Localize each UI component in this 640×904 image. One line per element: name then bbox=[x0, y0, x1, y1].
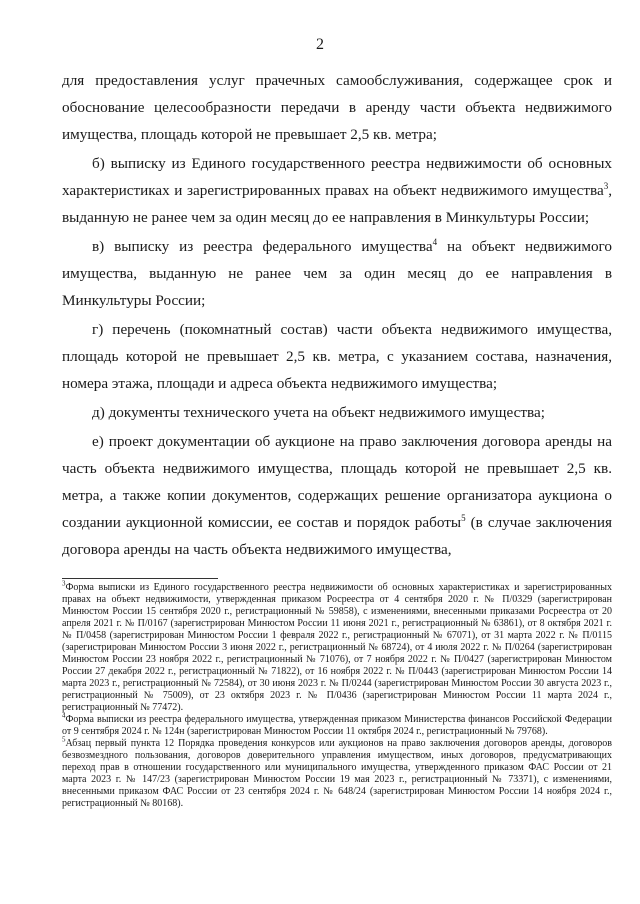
paragraph-item-g bbox=[62, 316, 612, 397]
footnote-text: Форма выписки из Единого государственного реестра недвижимости об основных характеристиках и зарегистрированных правах на объект недвижимости, утвержденная приказом Росреестра от 4 сентября 2020 г. № П/0329 (зарегистрирован Минюстом России 15 сентября 2020 г., регистрационный № 59858), с изменениями, внесенными приказами Росреестра от 20 апреля 2021 г. № П/0167 (зарегистрирован Минюстом России 11 июня 2021 г., регистрационный № 63861), от 8 октября 2021 г. № П/0458 (зарегистрирован Минюстом России 1 февраля 2022 г., регистрационный № 67071), от 31 марта 2022 г. № П/0115 (зарегистрирован Минюстом России 3 июня 2022 г., регистрационный № 68724), от 4 июля 2022 г. № П/0264 (зарегистрирован Минюстом России 23 ноября 2022 г., регистрационный № 71076), от 7 ноября 2022 г. № П/0427 (зарегистрирован Минюстом России 27 декабря 2022 г., регистрационный № 71822), от 16 ноября 2022 г. № П/0443 (зарегистрирован Минюстом России 14 марта 2023 г., регистрационный № 72584), от 30 июня 2023 г. № П/0244 (зарегистрирован Минюстом России 30 августа 2023 г., регистрационный № 75009), от 23 октября 2023 г. № П/0436 (зарегистрирован Минюстом России 11 марта 2024 г., регистрационный № 77472). bbox=[62, 582, 612, 713]
footnote-text: Форма выписки из реестра федерального имущества, утвержденная приказом Министерства финансов Российской Федерации от 9 сентября 2024 г. № 124н (зарегистрирован Минюстом России 11 октября 2024 г., регистрационный № 79768). bbox=[62, 714, 612, 737]
paragraph-item-v bbox=[62, 233, 612, 314]
paragraph-text: в) выписку из реестра федерального имущества bbox=[92, 238, 433, 255]
paragraph-item-e bbox=[62, 428, 612, 563]
paragraph-text: для предоставления услуг прачечных самообслуживания, содержащее срок и обоснование целесообразности передачи в аренду части объекта недвижимого имущества, площадь которой не превышает 2,5 кв. метра; bbox=[62, 72, 612, 143]
footnote-text: Абзац первый пункта 12 Порядка проведения конкурсов или аукционов на право заключения договоров аренды, договоров безвозмездного пользования, договоров доверительного управления имуществом, иных договоров, предусматривающих переход прав в отношении государственного или муниципального имущества, утвержденного приказом ФАС России от 21 марта 2023 г. № 147/23 (зарегистрирован Минюстом России 19 мая 2023 г., регистрационный № 73371), с изменениями, внесенными приказом ФАС России от 23 сентября 2024 г. № 648/24 (зарегистрирован Минюстом России 14 ноября 2024 г., регистрационный № 80168). bbox=[62, 738, 612, 809]
footnote-mark: 5 bbox=[62, 735, 66, 744]
footnote-mark: 3 bbox=[62, 579, 66, 588]
paragraph-item-d bbox=[62, 399, 612, 426]
footnote-ref: 5 bbox=[461, 512, 466, 523]
footnote-3 bbox=[62, 579, 612, 714]
paragraph-continuation bbox=[62, 67, 612, 148]
paragraph-text: е) проект документации об аукционе на право заключения договора аренды на часть объекта недвижимого имущества, площадь которой не превышает 2,5 кв. метра, а также копии документов, содержащих решение организатора аукциона о создании аукционной комиссии, ее состав и порядок работы bbox=[62, 433, 612, 531]
paragraph-item-b bbox=[62, 150, 612, 231]
footnote-ref: 3 bbox=[603, 180, 609, 191]
paragraph-text: на объект недвижимого имущества, выданную не ранее чем за один месяц до ее направления в Минкультуры России; bbox=[62, 238, 612, 309]
footnotes bbox=[62, 579, 612, 810]
footnote-4 bbox=[62, 711, 612, 738]
footnote-ref: 4 bbox=[432, 236, 438, 247]
paragraph-text: б) выписку из Единого государственного реестра недвижимости об основных характеристиках и зарегистрированных правах на объект недвижимого имущества bbox=[62, 155, 612, 199]
footnote-mark: 4 bbox=[62, 711, 66, 720]
footnote-5 bbox=[62, 735, 612, 810]
page-number: 2 bbox=[316, 36, 324, 53]
paragraph-text: г) перечень (покомнатный состав) части объекта недвижимого имущества, площадь которой не превышает 2,5 кв. метра, с указанием состава, назначения, номера этажа, площади и адреса объекта недвижимого имущества; bbox=[62, 321, 612, 392]
footnote-divider bbox=[62, 578, 218, 579]
paragraph-text: д) документы технического учета на объект недвижимого имущества; bbox=[92, 404, 545, 421]
paragraph-text: , выданную не ранее чем за один месяц до ее направления в Минкультуры России; bbox=[62, 182, 612, 226]
paragraph-text: (в случае заключения договора аренды на часть объекта недвижимого имущества, bbox=[62, 514, 612, 558]
main-text bbox=[62, 67, 612, 565]
